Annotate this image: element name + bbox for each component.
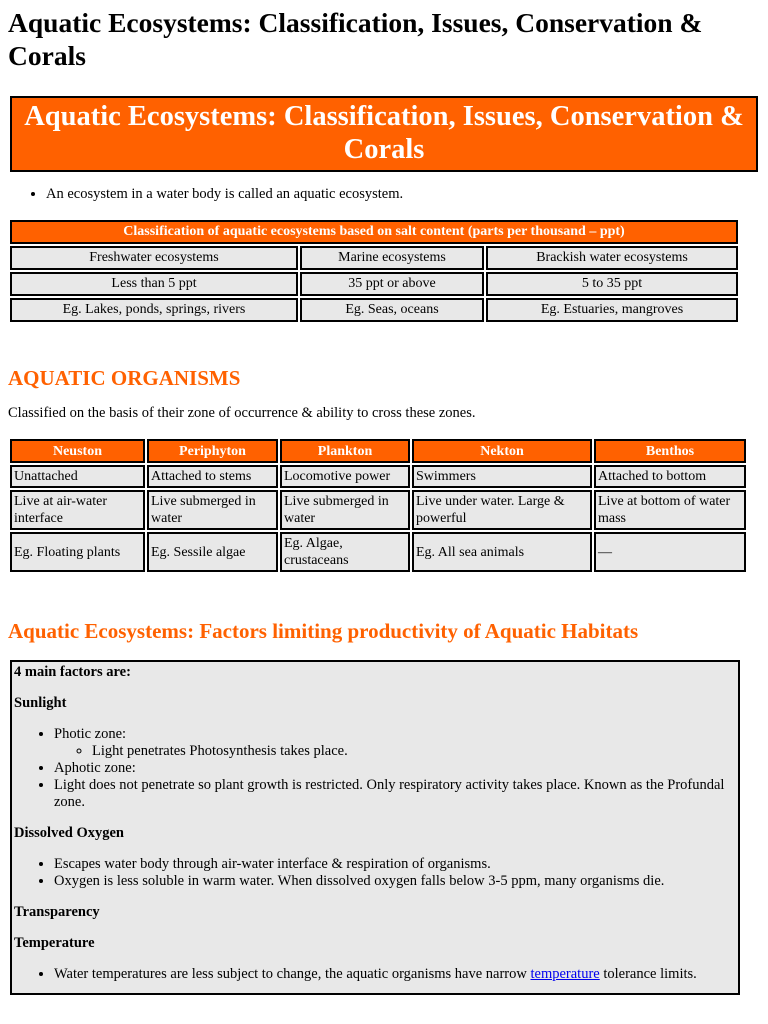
sunlight-list [14,726,738,811]
table-cell: Freshwater ecosystems [10,246,298,270]
table-cell: Eg. Algae, crustaceans [280,532,410,572]
table-cell: — [594,532,746,572]
table-row [10,220,738,244]
table-cell: Eg. Seas, oceans [300,298,484,322]
table-cell: Eg. All sea animals [412,532,592,572]
table-cell: Live under water. Large & powerful [412,490,592,530]
photic-sublist [54,743,738,760]
list-item: • Light does not penetrate so plant growth is restricted. Only respiratory activity takes place. Known as the Profundal zone. [54,777,738,811]
factors-lead: 4 main factors are: [14,664,131,680]
salt-content-table [8,218,740,324]
header-nekton: Nekton [412,439,592,463]
factors-heading: Aquatic Ecosystems: Factors limiting productivity of Aquatic Habitats [8,619,639,643]
list-item: ◦ Light penetrates Photosynthesis takes place. [92,743,738,760]
list-item: • Aphotic zone: [54,760,738,777]
table-cell: Live at bottom of water mass [594,490,746,530]
list-item [54,966,738,983]
temperature-link[interactable]: temperature [530,966,600,982]
table-cell: Eg. Floating plants [10,532,145,572]
organisms-intro: Classified on the basis of their zone of occurrence & ability to cross these zones. [8,405,476,421]
page-title: Aquatic Ecosystems: Classification, Issues, Conservation & Corals [8,7,703,71]
list-item: • Escapes water body through air-water interface & respiration of organisms. [54,856,738,873]
sunlight-title: Sunlight [14,695,67,711]
oxygen-title: Dissolved Oxygen [14,825,124,841]
table-cell: Live at air-water interface [10,490,145,530]
list-item [54,726,738,760]
header-plankton: Plankton [280,439,410,463]
salt-table-header: Classification of aquatic ecosystems based on salt content (parts per thousand – ppt) [10,220,738,244]
table-cell: Live submerged in water [280,490,410,530]
table-row [10,272,738,296]
transparency-title: Transparency [14,904,100,920]
table-cell: Less than 5 ppt [10,272,298,296]
table-row [10,532,746,572]
factors-box [10,660,740,995]
photic-zone-label: Photic zone: [54,726,127,742]
table-cell: Attached to stems [147,465,278,488]
table-row [10,298,738,322]
intro-bullet: • An ecosystem in a water body is called an aquatic ecosystem. [46,184,403,204]
temperature-text-after: tolerance limits. [599,966,697,982]
intro-list [0,184,403,204]
table-cell: Live submerged in water [147,490,278,530]
table-cell: Marine ecosystems [300,246,484,270]
table-row [10,246,738,270]
table-cell: Eg. Lakes, ponds, springs, rivers [10,298,298,322]
table-cell: Eg. Estuaries, mangroves [486,298,738,322]
header-benthos: Benthos [594,439,746,463]
temperature-text-before: Water temperatures are less subject to change, the aquatic organisms have narrow [54,966,531,982]
header-periphyton: Periphyton [147,439,278,463]
list-item: • Oxygen is less soluble in warm water. When dissolved oxygen falls below 3-5 ppm, many organisms die. [54,873,738,890]
organisms-table [8,437,748,574]
table-cell: 35 ppt or above [300,272,484,296]
organisms-heading: AQUATIC ORGANISMS [8,366,241,390]
temperature-title: Temperature [14,935,95,951]
title-banner: Aquatic Ecosystems: Classification, Issues, Conservation & Corals [10,96,758,172]
table-row [10,439,746,463]
table-cell: Eg. Sessile algae [147,532,278,572]
table-cell: Attached to bottom [594,465,746,488]
table-cell: Swimmers [412,465,592,488]
table-cell: Brackish water ecosystems [486,246,738,270]
table-row [10,465,746,488]
header-neuston: Neuston [10,439,145,463]
table-cell: Locomotive power [280,465,410,488]
temperature-list [14,966,738,983]
table-row [10,490,746,530]
table-cell: 5 to 35 ppt [486,272,738,296]
oxygen-list [14,856,738,890]
table-cell: Unattached [10,465,145,488]
